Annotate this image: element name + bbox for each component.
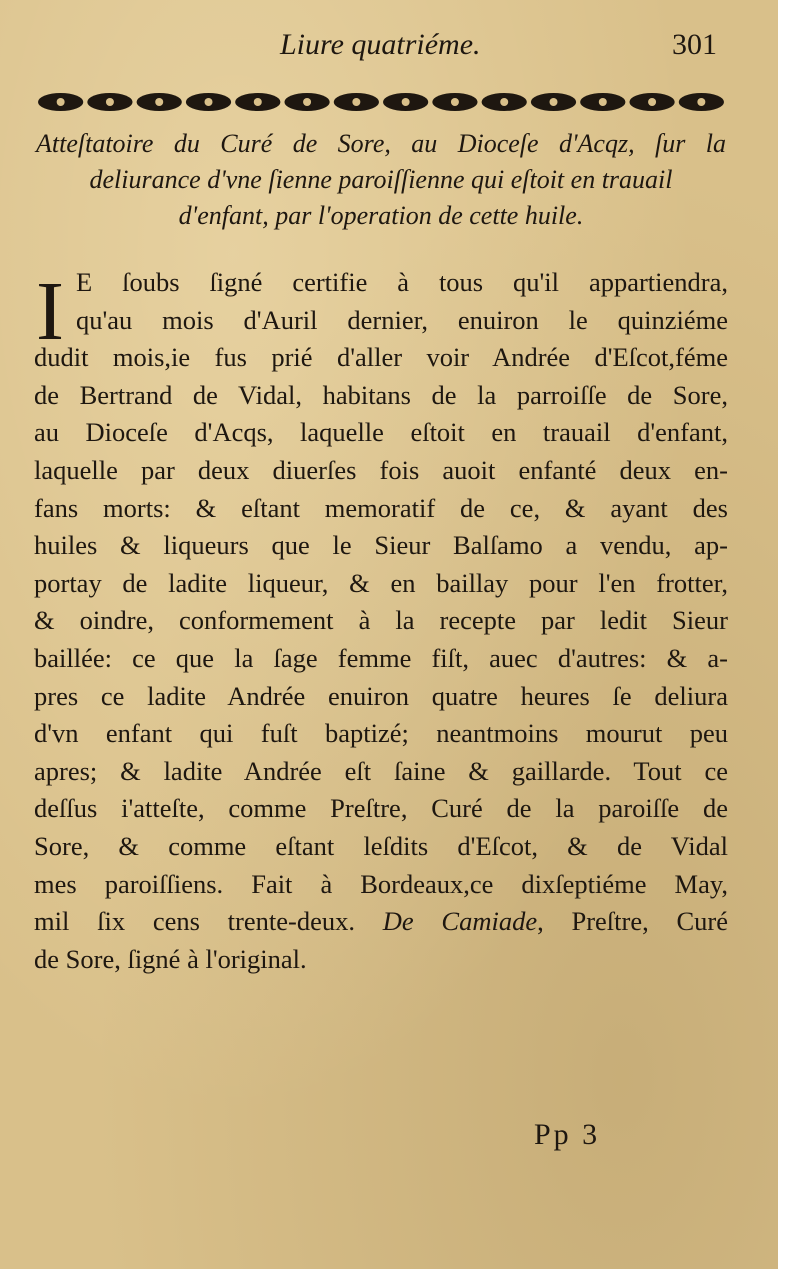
fleuron-dot (402, 98, 410, 106)
fleuron-dot (648, 98, 656, 106)
fleuron-dot (451, 98, 459, 106)
text-line: d'vn enfant qui fuſt baptizé; neantmoins mourut peu (34, 718, 728, 749)
text-line: mes paroiſſiens. Fait à Bordeaux,ce dixſeptiéme May, (34, 868, 728, 899)
text-line: au Dioceſe d'Acqs, laquelle eſtoit en trauail d'enfant, (34, 417, 728, 448)
page-number: 301 (672, 28, 717, 61)
fleuron-dot (303, 98, 311, 106)
attestation-text (34, 264, 728, 978)
text-line: deſſus i'atteſte, comme Preſtre, Curé de la paroiſſe de (34, 793, 728, 824)
signature-name: De Camiade (382, 906, 538, 937)
printer-signature-mark: Pp 3 (534, 1118, 601, 1151)
text-line: dudit mois,ie fus prié d'aller voir Andrée d'Eſcot,féme (34, 342, 728, 373)
fleuron-dot (155, 98, 163, 106)
text-line: pres ce ladite Andrée enuiron quatre heures ſe deliura (34, 680, 728, 711)
text-fragment: , Preſtre, Curé (537, 906, 729, 937)
heading-line: d'enfant, par l'operation de cette huile. (178, 201, 584, 230)
fleuron-dot (550, 98, 558, 106)
fleuron-dot (205, 98, 213, 106)
fleuron-dot (352, 98, 360, 106)
text-line: fans morts: & eſtant memoratif de ce, & ayant des (34, 492, 728, 523)
fleuron-dot (500, 98, 508, 106)
fleuron-dot (599, 98, 607, 106)
text-line (34, 903, 728, 941)
text-line: baillée: ce que la ſage femme fiſt, auec d'autres: & a- (34, 642, 728, 673)
section-heading (36, 126, 726, 234)
text-line: huiles & liqueurs que le Sieur Balſamo a vendu, ap- (34, 530, 728, 561)
text-fragment: mil ſix cens trente-deux. (34, 906, 355, 937)
text-line: & oindre, conformement à la recepte par ledit Sieur (34, 605, 728, 636)
running-header-title: Liure quatriéme. (280, 28, 481, 61)
text-line: portay de ladite liqueur, & en baillay pour l'en frotter, (34, 567, 728, 598)
fleuron-dot (697, 98, 705, 106)
fleuron-dot (106, 98, 114, 106)
text-line: Sore, & comme eſtant leſdits d'Eſcot, & de Vidal (34, 830, 728, 861)
fleuron-dot (254, 98, 262, 106)
text-line: E ſoubs ſigné certifie à tous qu'il appartiendra, (76, 267, 728, 297)
heading-line: Atteſtatoire du Curé de Sore, au Dioceſe d'Acqz, ſur la (36, 129, 726, 158)
text-line: laquelle par deux diuerſes fois auoit enfanté deux en- (34, 454, 728, 485)
fleuron-dot (57, 98, 65, 106)
text-line: qu'au mois d'Auril dernier, enuiron le quinziéme (76, 304, 728, 335)
text-line: apres; & ladite Andrée eſt ſaine & gaillarde. Tout ce (34, 755, 728, 786)
heading-line: deliurance d'vne ſienne paroiſſienne qui eſtoit en trauail (89, 165, 673, 194)
drop-cap: I (36, 265, 64, 358)
fleuron-ornament-band (36, 88, 726, 116)
text-line: de Sore, ſigné à l'original. (34, 943, 307, 974)
text-line: de Bertrand de Vidal, habitans de la parroiſſe de Sore, (34, 379, 728, 410)
